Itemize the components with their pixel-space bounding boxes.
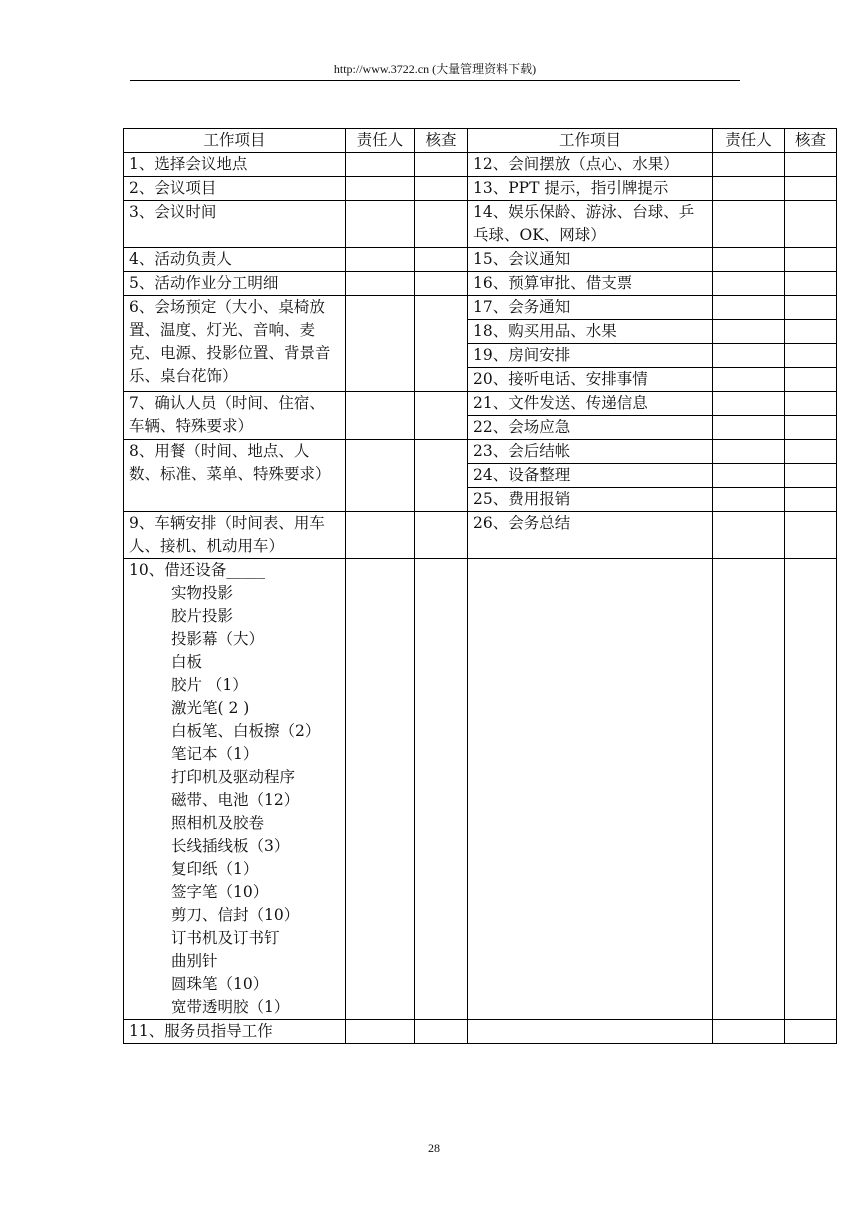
owner-cell[interactable] [713,248,785,272]
task-cell: 13、PPT 提示，指引牌提示 [468,177,713,201]
equipment-item: 胶片 （1） [171,676,248,694]
task-cell: 2、会议项目 [124,177,346,201]
task-cell: 20、接听电话、安排事情 [468,368,713,392]
owner-cell[interactable] [713,392,785,416]
checklist-table [123,128,837,1044]
owner-cell[interactable] [713,512,785,559]
task-cell: 18、购买用品、水果 [468,320,713,344]
col-header-task-left: 工作项目 [124,129,346,153]
check-cell[interactable] [785,488,837,512]
table-row [124,177,837,201]
equipment-title: 10、借还设备_____ [129,561,265,579]
check-cell[interactable] [785,416,837,440]
task-cell: 21、文件发送、传递信息 [468,392,713,416]
owner-cell[interactable] [346,296,415,392]
owner-cell[interactable] [713,416,785,440]
equipment-item: 曲别针 [171,952,218,970]
task-cell: 3、会议时间 [124,201,346,248]
owner-cell[interactable] [713,488,785,512]
table-row [124,559,837,1020]
check-cell[interactable] [785,440,837,464]
check-cell[interactable] [785,320,837,344]
equipment-item: 剪刀、信封（10） [171,906,300,924]
owner-cell[interactable] [713,296,785,320]
check-cell[interactable] [785,153,837,177]
table-row [124,296,837,320]
owner-cell[interactable] [346,392,415,440]
table-row [124,1020,837,1044]
owner-cell[interactable] [346,153,415,177]
table-row [124,392,837,416]
check-cell[interactable] [415,1020,468,1044]
task-cell: 1、选择会议地点 [124,153,346,177]
check-cell[interactable] [415,392,468,440]
task-cell: 17、会务通知 [468,296,713,320]
col-header-check-right: 核查 [785,129,837,153]
page-header-url: http://www.3722.cn (大量管理资料下载) [333,62,537,76]
owner-cell[interactable] [346,201,415,248]
check-cell[interactable] [415,248,468,272]
check-cell[interactable] [785,392,837,416]
check-cell[interactable] [415,153,468,177]
check-cell[interactable] [785,368,837,392]
owner-cell[interactable] [713,177,785,201]
page-number: 28 [428,1141,440,1155]
equipment-item: 白板笔、白板擦（2） [171,722,321,740]
check-cell[interactable] [785,464,837,488]
equipment-item: 白板 [171,653,203,671]
check-cell[interactable] [415,177,468,201]
task-cell: 16、预算审批、借支票 [468,272,713,296]
check-cell[interactable] [785,248,837,272]
task-cell: 19、房间安排 [468,344,713,368]
equipment-item: 签字笔（10） [171,883,269,901]
check-cell[interactable] [415,296,468,392]
task-cell: 26、会务总结 [468,512,713,559]
task-cell: 22、会场应急 [468,416,713,440]
owner-cell[interactable] [713,201,785,248]
task-cell: 11、服务员指导工作 [124,1020,346,1044]
check-cell[interactable] [415,440,468,512]
owner-cell[interactable] [346,272,415,296]
check-cell[interactable] [785,1020,837,1044]
equipment-item: 笔记本（1） [171,745,259,763]
check-cell[interactable] [785,512,837,559]
task-cell: 7、确认人员（时间、住宿、车辆、特殊要求） [124,392,346,440]
task-cell: 14、娱乐保龄、游泳、台球、乒乓球、OK、网球） [468,201,713,248]
equipment-item: 投影幕（大） [171,630,265,648]
table-row [124,201,837,248]
owner-cell[interactable] [713,464,785,488]
check-cell[interactable] [415,512,468,559]
task-cell: 15、会议通知 [468,248,713,272]
task-cell: 25、费用报销 [468,488,713,512]
table-row [124,153,837,177]
task-cell: 23、会后结帐 [468,440,713,464]
check-cell[interactable] [415,272,468,296]
owner-cell[interactable] [346,1020,415,1044]
check-cell[interactable] [785,344,837,368]
task-cell: 4、活动负责人 [124,248,346,272]
task-cell: 9、车辆安排（时间表、用车人、接机、机动用车） [124,512,346,559]
equipment-item: 照相机及胶卷 [171,814,265,832]
equipment-item: 激光笔( 2 ) [171,699,250,717]
owner-cell[interactable] [346,559,415,1020]
owner-cell[interactable] [346,177,415,201]
owner-cell[interactable] [713,1020,785,1044]
check-cell[interactable] [785,201,837,248]
table-row [124,440,837,464]
check-cell[interactable] [785,559,837,1020]
equipment-item: 磁带、电池（12） [171,791,300,809]
col-header-owner-right: 责任人 [713,129,785,153]
owner-cell[interactable] [346,440,415,512]
empty-task-cell [468,1020,713,1044]
task-cell: 6、会场预定（大小、桌椅放置、温度、灯光、音响、麦克、电源、投影位置、背景音乐、桌台花饰） [124,296,346,392]
equipment-item: 长线插线板（3） [171,837,290,855]
owner-cell[interactable] [346,248,415,272]
owner-cell[interactable] [713,344,785,368]
owner-cell[interactable] [346,512,415,559]
owner-cell[interactable] [713,440,785,464]
equipment-item: 实物投影 [171,584,234,602]
equipment-item: 打印机及驱动程序 [171,768,296,786]
check-cell[interactable] [785,272,837,296]
task-cell: 5、活动作业分工明细 [124,272,346,296]
task-cell: 24、设备整理 [468,464,713,488]
owner-cell[interactable] [713,559,785,1020]
col-header-task-right: 工作项目 [468,129,713,153]
check-cell[interactable] [785,296,837,320]
task-cell: 8、用餐（时间、地点、人数、标准、菜单、特殊要求） [124,440,346,512]
check-cell[interactable] [415,559,468,1020]
equipment-item: 圆珠笔（10） [171,975,269,993]
owner-cell[interactable] [713,272,785,296]
equipment-item: 订书机及订书钉 [171,929,280,947]
header-rule [130,80,740,81]
col-header-owner-left: 责任人 [346,129,415,153]
owner-cell[interactable] [713,320,785,344]
equipment-item: 复印纸（1） [171,860,259,878]
table-row [124,248,837,272]
empty-task-cell [468,559,713,1020]
owner-cell[interactable] [713,368,785,392]
col-header-check-left: 核查 [415,129,468,153]
equipment-cell [124,559,346,1020]
header-row [124,129,837,153]
table-row [124,272,837,296]
table-row [124,512,837,559]
check-cell[interactable] [785,177,837,201]
equipment-item: 宽带透明胶（1） [171,998,290,1016]
owner-cell[interactable] [713,153,785,177]
check-cell[interactable] [415,201,468,248]
equipment-item: 胶片投影 [171,607,234,625]
task-cell: 12、会间摆放（点心、水果） [468,153,713,177]
